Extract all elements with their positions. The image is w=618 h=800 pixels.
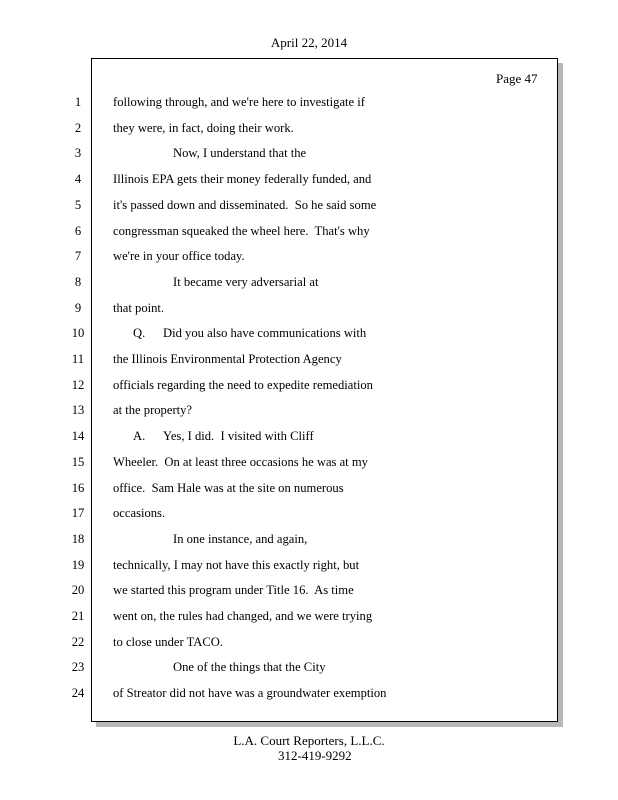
transcript-line xyxy=(0,89,618,115)
transcript-line xyxy=(0,192,618,218)
line-number: 13 xyxy=(71,403,85,418)
line-text: Illinois EPA gets their money federally funded, and xyxy=(113,172,372,187)
line-text: the Illinois Environmental Protection Agency xyxy=(113,352,342,366)
transcript-line xyxy=(0,552,618,578)
transcript-line xyxy=(0,654,618,680)
line-number: 14 xyxy=(71,429,85,444)
line-number: 1 xyxy=(74,95,82,109)
line-text: following through, and we're here to investigate if xyxy=(113,95,365,109)
transcript-line xyxy=(0,243,618,269)
line-text: occasions. xyxy=(113,506,166,521)
line-text: that point. xyxy=(113,300,165,315)
transcript-line xyxy=(0,295,618,321)
line-text: at the property? xyxy=(113,403,193,418)
line-number: 2 xyxy=(74,120,82,135)
line-text: Yes, I did. I visited with Cliff xyxy=(163,429,314,444)
transcript-line xyxy=(0,449,618,475)
transcript-line xyxy=(0,372,618,398)
transcript-line xyxy=(0,526,618,552)
transcript-line xyxy=(0,603,618,629)
line-number: 11 xyxy=(71,352,85,366)
line-number: 16 xyxy=(71,480,85,495)
line-text: it's passed down and disseminated. So he said some xyxy=(113,197,377,212)
line-number: 19 xyxy=(71,557,85,572)
line-text: went on, the rules had changed, and we were trying xyxy=(113,609,373,623)
line-text: of Streator did not have was a groundwater exemption xyxy=(113,686,387,701)
line-number: 8 xyxy=(74,274,82,289)
line-number: 3 xyxy=(74,146,82,161)
transcript-line xyxy=(0,269,618,295)
line-text: Wheeler. On at least three occasions he was at my xyxy=(113,454,368,469)
qa-label: Q. xyxy=(133,326,146,341)
line-text: Now, I understand that the xyxy=(173,146,307,161)
transcript-line xyxy=(0,423,618,449)
transcript-line xyxy=(0,115,618,141)
transcript-line xyxy=(0,680,618,706)
transcript-line xyxy=(0,166,618,192)
line-text: One of the things that the City xyxy=(173,660,326,675)
transcript-line xyxy=(0,140,618,166)
transcript-line xyxy=(0,475,618,501)
line-number: 17 xyxy=(71,506,85,521)
line-text: In one instance, and again, xyxy=(173,531,308,546)
line-text: office. Sam Hale was at the site on numerous xyxy=(113,480,344,495)
line-text: they were, in fact, doing their work. xyxy=(113,120,294,135)
line-number: 6 xyxy=(74,223,82,238)
line-text: technically, I may not have this exactly right, but xyxy=(113,557,360,572)
transcript-line xyxy=(0,629,618,655)
footer-company: L.A. Court Reporters, L.L.C. xyxy=(233,733,385,748)
transcript-line xyxy=(0,320,618,346)
line-number: 20 xyxy=(71,583,85,598)
line-text: congressman squeaked the wheel here. That's why xyxy=(113,223,370,238)
line-text: we started this program under Title 16. As time xyxy=(113,583,354,598)
qa-label: A. xyxy=(133,429,146,444)
header-date: April 22, 2014 xyxy=(270,35,348,50)
line-number: 10 xyxy=(71,326,85,341)
line-number: 9 xyxy=(74,300,82,315)
transcript-line xyxy=(0,346,618,372)
footer-phone: 312-419-9292 xyxy=(278,748,352,763)
transcript-line xyxy=(0,500,618,526)
line-number: 23 xyxy=(71,660,85,675)
line-number: 12 xyxy=(71,377,85,392)
line-number: 7 xyxy=(74,249,82,264)
line-text: It became very adversarial at xyxy=(173,274,319,289)
line-number: 5 xyxy=(74,197,82,212)
transcript-line xyxy=(0,577,618,603)
line-text: Did you also have communications with xyxy=(163,326,367,341)
line-text: we're in your office today. xyxy=(113,249,245,264)
line-number: 22 xyxy=(71,634,85,649)
line-number: 18 xyxy=(71,531,85,546)
line-number: 21 xyxy=(71,609,85,623)
transcript-line xyxy=(0,397,618,423)
line-number: 15 xyxy=(71,454,85,469)
line-text: to close under TACO. xyxy=(113,634,223,649)
line-number: 4 xyxy=(74,172,82,187)
line-number: 24 xyxy=(71,686,85,701)
page-number: Page 47 xyxy=(496,71,538,86)
transcript-line xyxy=(0,218,618,244)
line-text: officials regarding the need to expedite remediation xyxy=(113,377,373,392)
